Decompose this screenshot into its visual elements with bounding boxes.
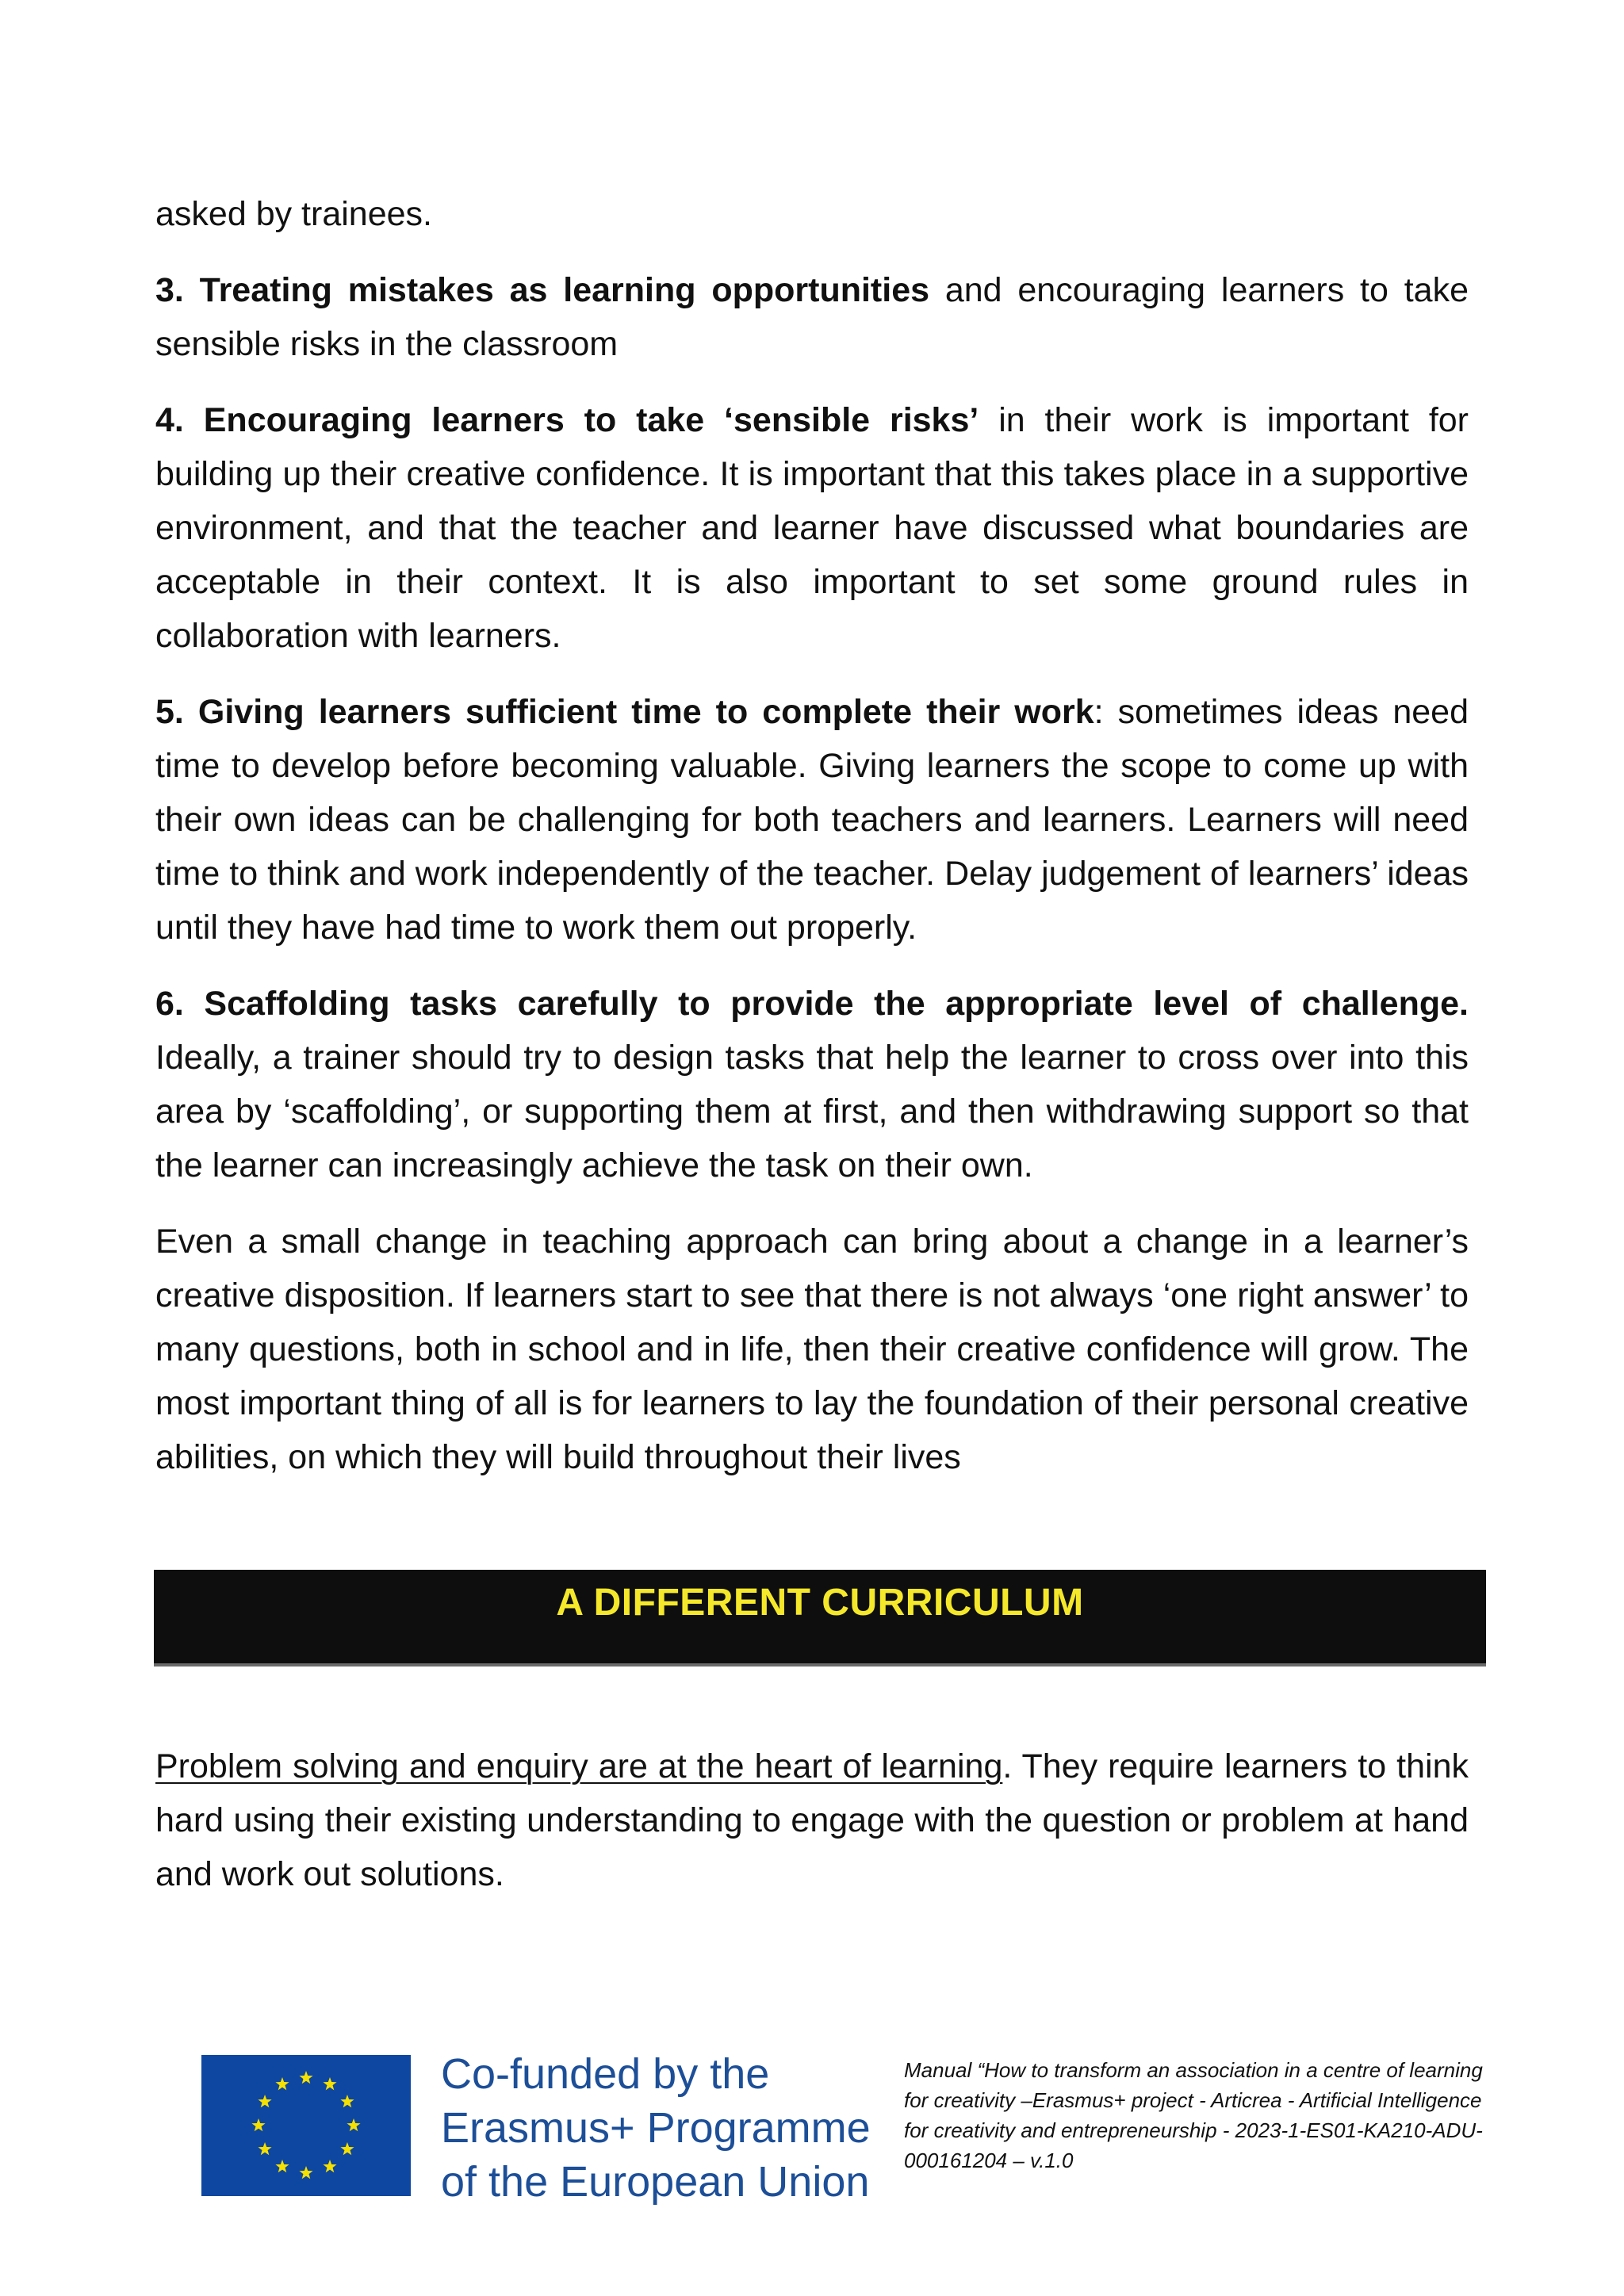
section-link-text[interactable]: Problem solving and enquiry are at the heart of learning [155, 1747, 1003, 1785]
paragraph-heading: 6. Scaffolding tasks carefully to provide the appropriate level of challenge. [155, 985, 1469, 1023]
section-title: A DIFFERENT CURRICULUM [556, 1582, 1084, 1624]
paragraph-text: Ideally, a trainer should try to design tasks that help the learner to cross over into this area by ‘scaffolding’, or supporting them at first, and then withdrawing support so that the learner can increasingly achieve the task on their own. [155, 1039, 1469, 1184]
paragraph-point-5 [155, 685, 1469, 955]
cofunded-line: Co-funded by the [441, 2050, 770, 2098]
eu-stars-icon [201, 2055, 411, 2196]
eu-star-icon [340, 2142, 354, 2155]
paragraph-point-3 [155, 263, 1469, 371]
body-text [155, 187, 1469, 1506]
eu-star-icon [323, 2160, 336, 2172]
eu-star-icon [299, 2071, 312, 2084]
eu-star-icon [340, 2095, 354, 2107]
paragraph-text: Even a small change in teaching approach can bring about a change in a learner’s creative disposition. If learners start to see that there is not always ‘one right answer’ to many questions, both in school and in life, then their creative confidence will grow. The most important thing of all is for learners to lay the foundation of their personal creative abilities, on which they will build throughout their lives [155, 1223, 1469, 1476]
eu-star-icon [347, 2118, 360, 2131]
eu-star-icon [275, 2160, 289, 2172]
eu-star-icon [275, 2077, 289, 2090]
paragraph-point-6 [155, 977, 1469, 1192]
cofunded-line: of the European Union [441, 2158, 870, 2206]
section-paragraph [155, 1739, 1469, 1901]
paragraph-continuation [155, 187, 1469, 241]
paragraph-heading: 3. Treating mistakes as learning opportunities [155, 271, 930, 309]
paragraph-heading: 4. Encouraging learners to take ‘sensible risks’ [155, 401, 979, 439]
cofunded-line: Erasmus+ Programme [441, 2104, 871, 2152]
paragraph-text: and encouraging learners to take sensible risks in the classroom [155, 271, 1469, 363]
manual-footnote: Manual “How to transform an association in a centre of learning for creativity –Erasmus+ project - Articrea - Artificial Intelligence for creativity and entrepreneurship - 2023-1-ES01-KA210-ADU-000161204 – v.1.0 [904, 2058, 1483, 2172]
eu-star-icon [258, 2095, 271, 2107]
eu-star-icon [323, 2077, 336, 2090]
paragraph-text: : sometimes ideas need time to develop before becoming valuable. Giving learners the scope to come up with their own ideas can be challenging for both teachers and learners. Learners will need time to think and work independently of the teacher. Delay judgement of learners’ ideas until they have had time to work them out properly. [155, 693, 1469, 947]
eu-star-icon [299, 2166, 312, 2179]
eu-star-icon [258, 2142, 271, 2155]
cofunded-text [441, 2047, 885, 2209]
section-banner [154, 1570, 1486, 1667]
paragraph-point-4 [155, 393, 1469, 663]
paragraph-heading: 5. Giving learners sufficient time to complete their work [155, 693, 1094, 731]
paragraph-text: asked by trainees. [155, 195, 432, 233]
section-body [155, 1739, 1469, 1901]
eu-star-icon [251, 2118, 265, 2131]
section-paragraph-text: . They require learners to think hard using their existing understanding to engage with the question or problem at hand and work out solutions. [155, 1747, 1469, 1893]
paragraph-closing [155, 1215, 1469, 1484]
eu-flag-logo [201, 2055, 411, 2196]
paragraph-text: in their work is important for building up their creative confidence. It is important that this takes place in a supportive environment, and that the teacher and learner have discussed what boundaries are acceptable in their context. It is also important to set some ground rules in collaboration with learners. [155, 401, 1469, 655]
